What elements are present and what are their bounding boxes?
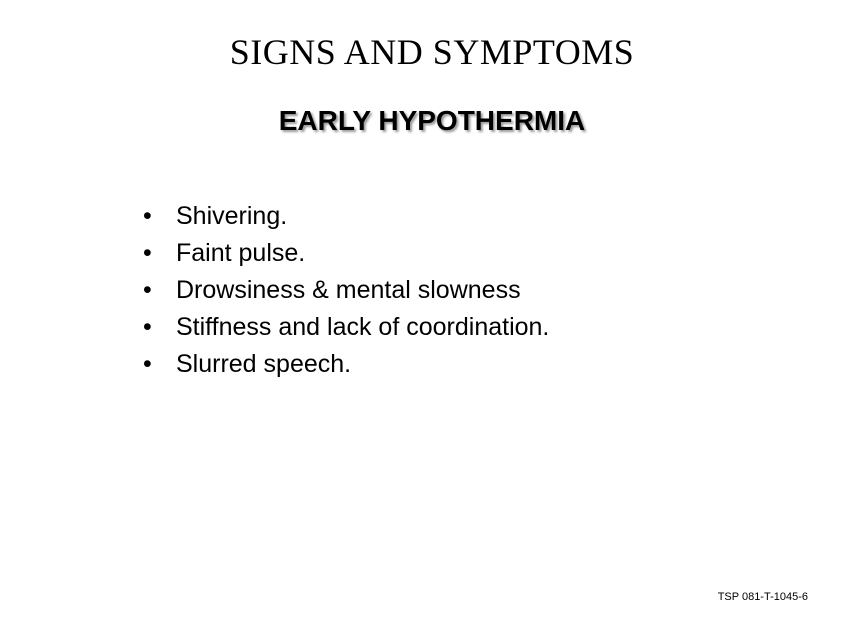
slide-title: SIGNS AND SYMPTOMS [229,32,635,72]
list-item-text: Stiffness and lack of coordination. [176,313,550,341]
bullet-icon: • [143,313,152,341]
symptom-list [143,198,549,383]
list-item-text: Shivering. [176,202,288,230]
bullet-icon: • [143,202,152,230]
list-item [143,235,549,272]
slide-subtitle: EARLY HYPOTHERMIA [278,105,586,136]
list-item [143,198,549,235]
list-item [143,309,549,346]
list-item [143,272,549,309]
list-item [143,346,549,383]
bullet-icon: • [143,350,152,378]
bullet-icon: • [143,276,152,304]
list-item-text: Drowsiness & mental slowness [176,276,521,304]
footer-document-code: TSP 081-T-1045-6 [717,591,808,603]
bullet-icon: • [143,239,152,267]
list-item-text: Slurred speech. [176,350,352,378]
list-item-text: Faint pulse. [176,239,306,267]
